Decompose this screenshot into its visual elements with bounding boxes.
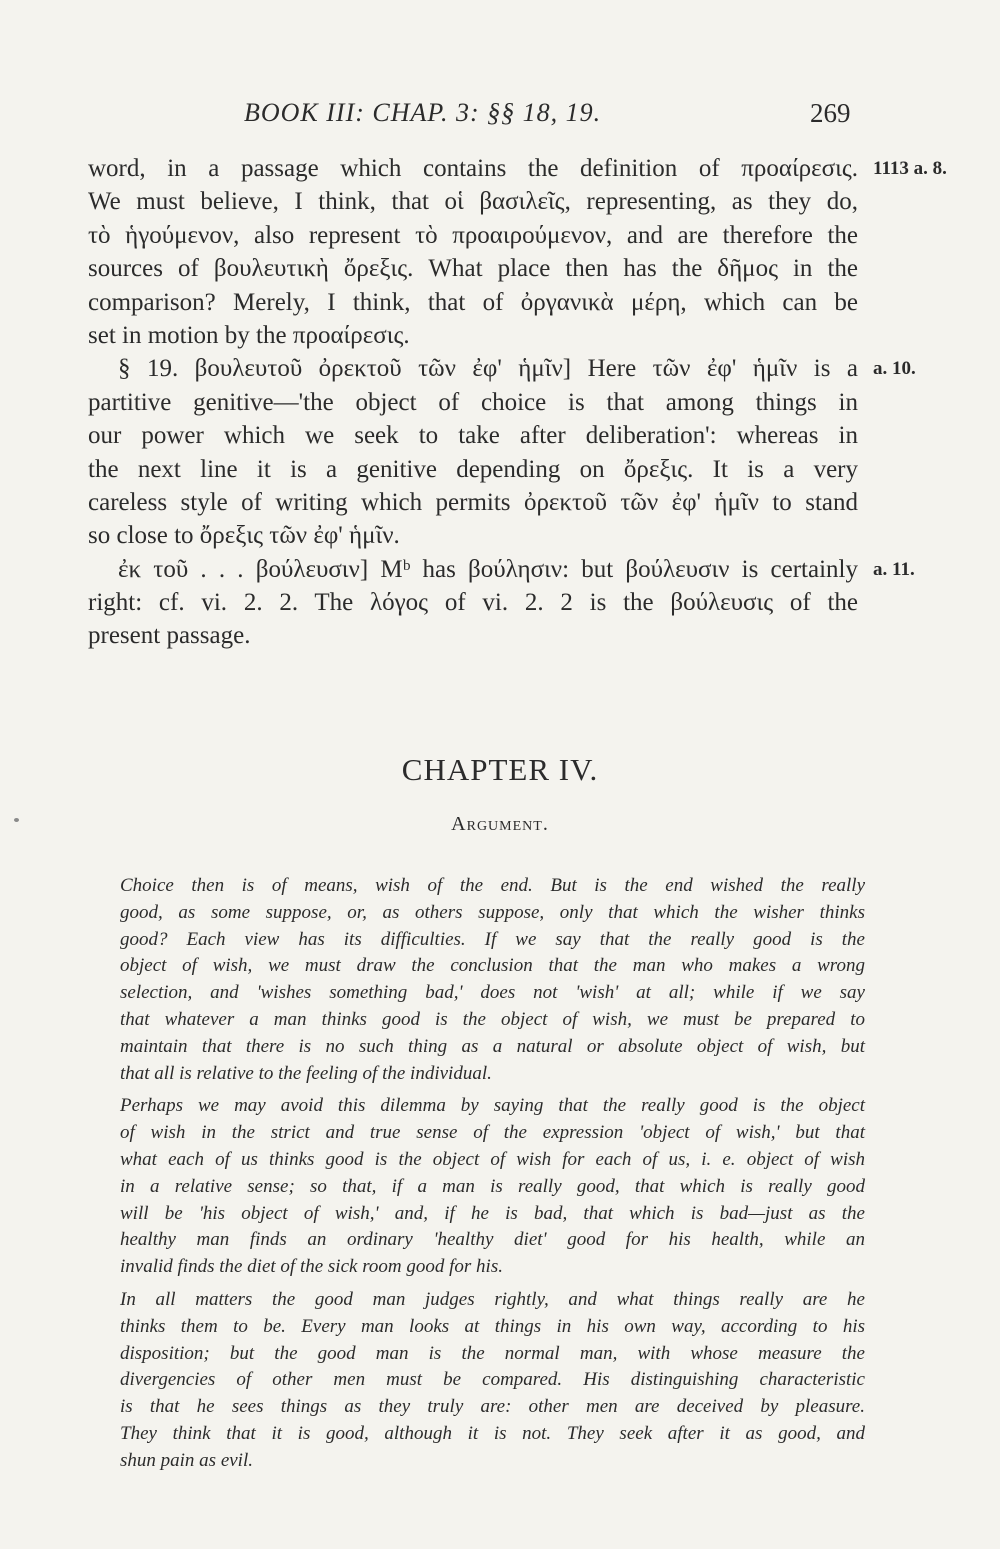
margin-reference: 1113 a. 8. [873, 158, 947, 179]
argument-line: Choice then is of means, wish of the end. But is the end wished the really [120, 875, 865, 896]
text-line [88, 319, 858, 352]
argument-paragraph [120, 1093, 865, 1281]
argument-line: healthy man finds an ordinary 'healthy diet' good for his health, while an [120, 1229, 865, 1251]
text-line-content: § 19. βουλευτοῦ ὀρεκτοῦ τῶν ἐφ' ἡμῖν] Here τῶν ἐφ' ἡμῖν is a [118, 355, 858, 383]
text-line-content: word, in a passage which contains the definition of προαίρεσις. [88, 155, 858, 182]
text-line-content: τὸ ἡγούμενον, also represent τὸ προαιρούμενον, and are therefore the [88, 221, 858, 249]
text-line [88, 519, 858, 552]
argument-line: invalid finds the diet of the sick room good for his. [120, 1256, 503, 1278]
text-line-content: ἐκ τοῦ . . . βούλευσιν] Mᵇ has βούλησιν: but βούλευσιν is certainly [118, 555, 858, 583]
argument-line: thinks them to be. Every man looks at things in his own way, according to his [120, 1315, 865, 1337]
text-line [88, 619, 858, 652]
page-number: 269 [810, 98, 851, 128]
argument-line: selection, and 'wishes something bad,' does not 'wish' at all; while if we say [120, 982, 865, 1004]
argument-paragraph [120, 873, 865, 1087]
text-line-content: careless style of writing which permits ὀρεκτοῦ τῶν ἐφ' ἡμῖν to stand [88, 488, 858, 516]
text-line [88, 586, 858, 619]
text-line-content: so close to ὄρεξις τῶν ἐφ' ἡμῖν. [88, 522, 400, 550]
text-line [88, 252, 858, 285]
text-line [88, 419, 858, 452]
argument-line: good? Each view has its difficulties. If we say that the really good is the [120, 928, 865, 950]
text-line-content: the next line it is a genitive depending on ὄρεξις. It is a very [88, 455, 858, 483]
chapter-title: CHAPTER IV. [401, 752, 599, 787]
argument-line: good, as some suppose, or, as others suppose, only that which the wisher thinks [120, 901, 865, 923]
argument-line: object of wish, we must draw the conclusion that the man who makes a wrong [120, 955, 865, 977]
argument-heading: Argument. [451, 813, 549, 835]
text-line-content: right: cf. vi. 2. 2. The λόγος of vi. 2. 2 is the βούλευσις of the [88, 589, 858, 617]
text-line [88, 286, 858, 319]
text-line [88, 386, 858, 419]
running-head [0, 98, 1000, 138]
text-line-content: set in motion by the προαίρεσις. [88, 321, 410, 349]
margin-reference: a. 11. [873, 558, 915, 580]
argument-line: They think that it is good, although it is not. They seek after it as good, and [120, 1422, 865, 1444]
running-head-title: BOOK III: CHAP. 3: §§ 18, 19. [244, 98, 602, 127]
margin-reference: a. 10. [873, 358, 916, 380]
argument-line: that all is relative to the feeling of the individual. [120, 1062, 492, 1084]
argument-line: that whatever a man thinks good is the object of wish, we must be prepared to [120, 1008, 865, 1030]
argument-line: will be 'his object of wish,' and, if he is bad, that which is bad—just as the [120, 1202, 865, 1224]
text-line [88, 453, 858, 486]
commentary-text [88, 152, 947, 653]
argument-line: divergencies of other men must be compared. His distinguishing characteristic [120, 1369, 865, 1391]
text-line-content: sources of βουλευτικὴ ὄρεξις. What place then has the δῆμος in the [88, 255, 858, 283]
argument-line: in a relative sense; so that, if a man is really good, that which is really good [120, 1175, 865, 1197]
text-line [88, 152, 947, 185]
text-line [88, 185, 858, 218]
argument-line: shun pain as evil. [120, 1449, 253, 1471]
text-line-content: comparison? Merely, I think, that of ὀργανικὰ μέρη, which can be [88, 288, 858, 316]
text-line [88, 553, 915, 586]
text-line [88, 219, 858, 252]
argument-line: what each of us thinks good is the object of wish for each of us, i. e. object of wish [120, 1148, 865, 1170]
text-line [88, 486, 858, 519]
text-line-content: partitive genitive—'the object of choice is that among things in [88, 388, 858, 416]
argument-line: of wish in the strict and true sense of the expression 'object of wish,' but that [120, 1122, 865, 1144]
text-line-content: our power which we seek to take after deliberation': whereas in [88, 422, 858, 450]
text-line [88, 352, 916, 385]
argument-paragraph [120, 1287, 865, 1475]
argument-line: Perhaps we may avoid this dilemma by saying that the really good is the object [120, 1095, 865, 1117]
argument-line: disposition; but the good man is the normal man, with whose measure the [120, 1342, 865, 1364]
argument-line: In all matters the good man judges rightly, and what things really are he [120, 1288, 865, 1310]
text-line-content: present passage. [88, 622, 251, 650]
argument-line: maintain that there is no such thing as a natural or absolute object of wish, but [120, 1035, 865, 1057]
argument-text [120, 873, 865, 1481]
argument-line: is that he sees things as they truly are: other men are deceived by pleasure. [120, 1396, 865, 1418]
text-line-content: We must believe, I think, that οἱ βασιλεῖς, representing, as they do, [88, 188, 858, 216]
